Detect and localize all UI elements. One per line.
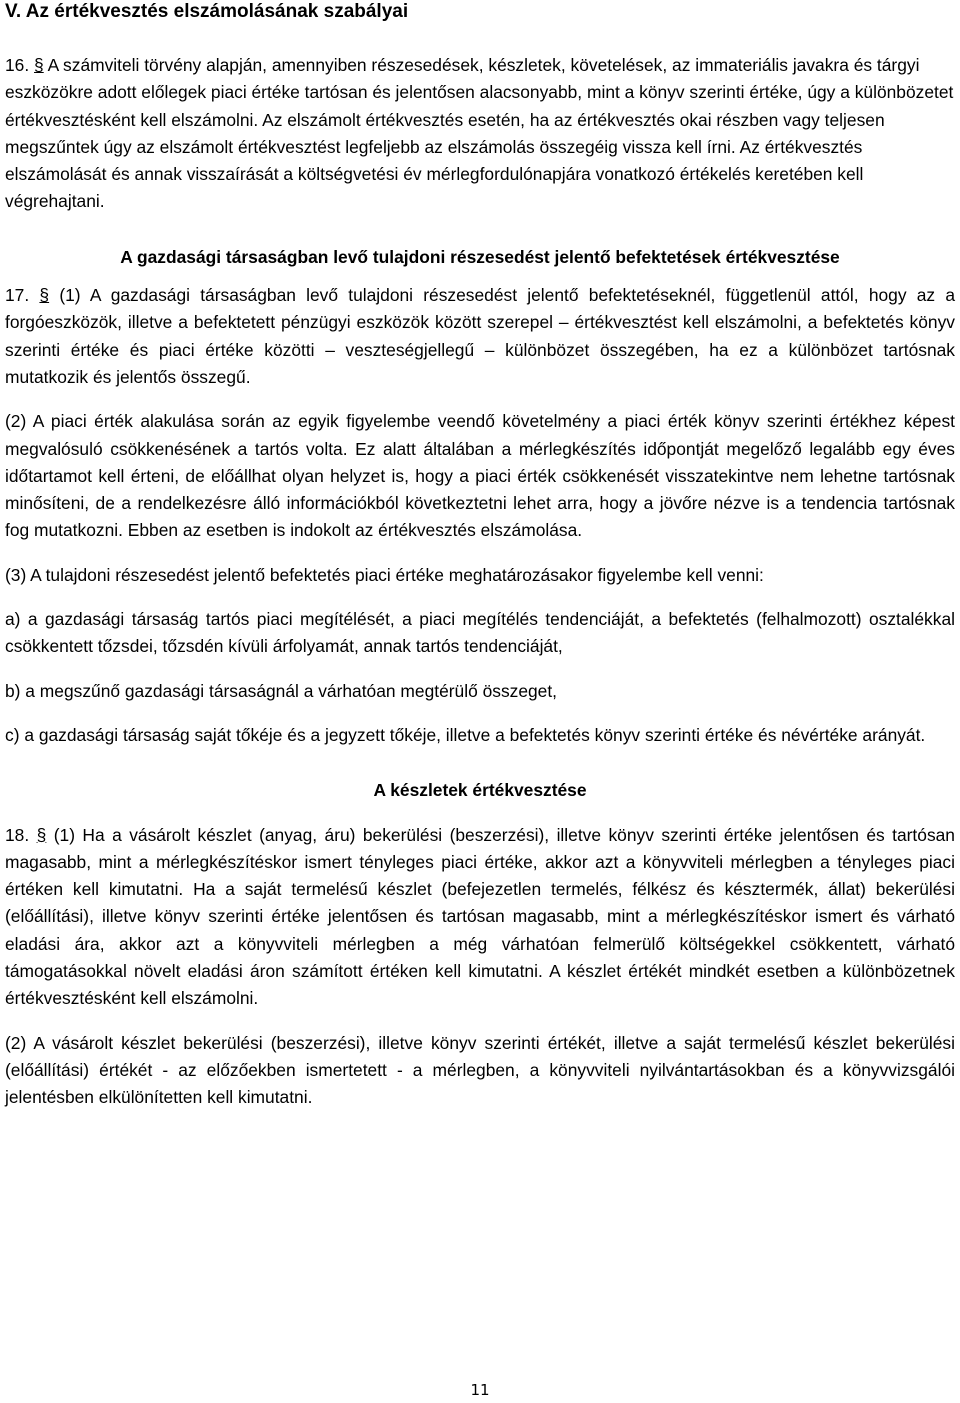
section-sign: §	[34, 55, 44, 75]
paragraph-16-number: 16.	[5, 55, 30, 75]
heading-investments: A gazdasági társaságban levő tulajdoni részesedést jelentő befektetések értékvesztése	[120, 246, 840, 267]
paragraph-18-2: (2) A vásárolt készlet bekerülési (beszerzési), illetve könyv szerinti értékét, illetve a saját termelésű készlet bekerülési (előállítási) értékét - az előzőekben ismertetett - a mérlegben, a könyvviteli nyilvántartásokban és a könyvvizsgálói jelentésben elkülönítetten kell kimutatni.	[5, 1032, 955, 1108]
page-number: 11	[470, 1381, 490, 1399]
list-item-b: b) a megszűnő gazdasági társaságnál a várhatóan megtérülő összeget,	[5, 680, 558, 701]
section-sign: §	[36, 824, 47, 845]
page-title: V. Az értékvesztés elszámolásának szabályai	[5, 1, 409, 22]
document-page	[5, 0, 955, 1112]
paragraph-17-3: (3) A tulajdoni részesedést jelentő befektetés piaci értéke meghatározásakor figyelembe kell venni:	[5, 564, 764, 585]
list-item-a: a) a gazdasági társaság tartós piaci megítélését, a piaci megítélés tendenciáját, a befektetés (felhalmozott) osztalékkal csökkentett tőzsdei, tőzsdén kívüli árfolyamát, annak tartós tendenciáját,	[5, 609, 955, 657]
paragraph-18-1	[5, 822, 955, 1013]
section-sign: §	[39, 285, 50, 306]
paragraph-17-number: 17.	[5, 285, 30, 306]
paragraph-17-2: (2) A piaci érték alakulása során az egyik figyelembe veendő követelmény a piaci érték könyv szerinti értékhez képest megvalósuló csökkenésének a tartós volta. Ez alatt általában a mérlegkészítés időpontját megelőző legalább egy éves időtartamot kell érteni, de előállhat olyan helyzet is, hogy a piaci érték csökkenését visszatekintve nem lehetne tartósnak minősíteni, de a rendelkezésre álló információkból következtetni lehet arra, hogy a jövőre nézve is a tendencia tartósnak fog mutatkozni. Ebben az esetben is indokolt az értékvesztés elszámolása.	[5, 411, 955, 541]
paragraph-16	[5, 52, 955, 216]
paragraph-16-text: A számviteli törvény alapján, amennyiben részesedések, készletek, követelések, az immateriális javakra és tárgyi eszközökre adott előlegek piaci értéke tartósan és jelentősen alacsonyabb, mint a könyv szerinti értéke, úgy a különbözetet értékvesztésként kell elszámolni. Az elszámolt értékvesztés esetén, ha az értékvesztés okai részben vagy teljesen megszűntek úgy az elszámolt értékvesztést legfeljebb az elszámolás összegéig vissza kell írni. Az értékvesztés elszámolását és annak visszaírását a költségvetési év mérlegfordulónapjára vonatkozó értékelés keretében kell végrehajtani.	[5, 55, 954, 212]
list-item-c: c) a gazdasági társaság saját tőkéje és a jegyzett tőkéje, illetve a befektetés könyv szerinti értéke és névértéke arányát.	[5, 724, 926, 745]
paragraph-17-1	[5, 282, 955, 391]
heading-inventory: A készletek értékvesztése	[373, 780, 587, 801]
paragraph-17-1-text: (1) A gazdasági társaságban levő tulajdoni részesedést jelentő befektetéseknél, függetlenül attól, hogy az a forgóeszközök, illetve a befektetett pénzügyi eszközök között szerepel – értékvesztést kell elszámolni, a befektetés könyv szerinti értéke és piaci értéke közötti – veszteségjellegű – különbözet összegében, ha ez a különbözet tartósnak mutatkozik és jelentős összegű.	[5, 285, 956, 387]
paragraph-18-number: 18.	[5, 824, 30, 845]
paragraph-18-1-text: (1) Ha a vásárolt készlet (anyag, áru) bekerülési (beszerzési), illetve könyv szerinti értéke jelentősen és tartósan magasabb, mint a mérlegkészítéskor ismert tényleges piaci értéke, akkor azt a könyvviteli mérlegben a tényleges piaci értéken kell kimutatni. Ha a saját termelésű készlet (befejezetlen termelés, félkész és késztermék, állat) bekerülési (előállítási), illetve könyv szerinti értéke jelentősen és tartósan magasabb, mint a mérlegkészítéskor ismert és várható eladási ára, akkor azt a könyvviteli mérlegben a még várhatóan felmerülő költségekkel csökkentett, várható támogatásokkal növelt eladási áron számított értéken kell kimutatni. A készlet értékét mindkét esetben a különbözetnek értékvesztésként kell elszámolni.	[5, 824, 955, 1009]
